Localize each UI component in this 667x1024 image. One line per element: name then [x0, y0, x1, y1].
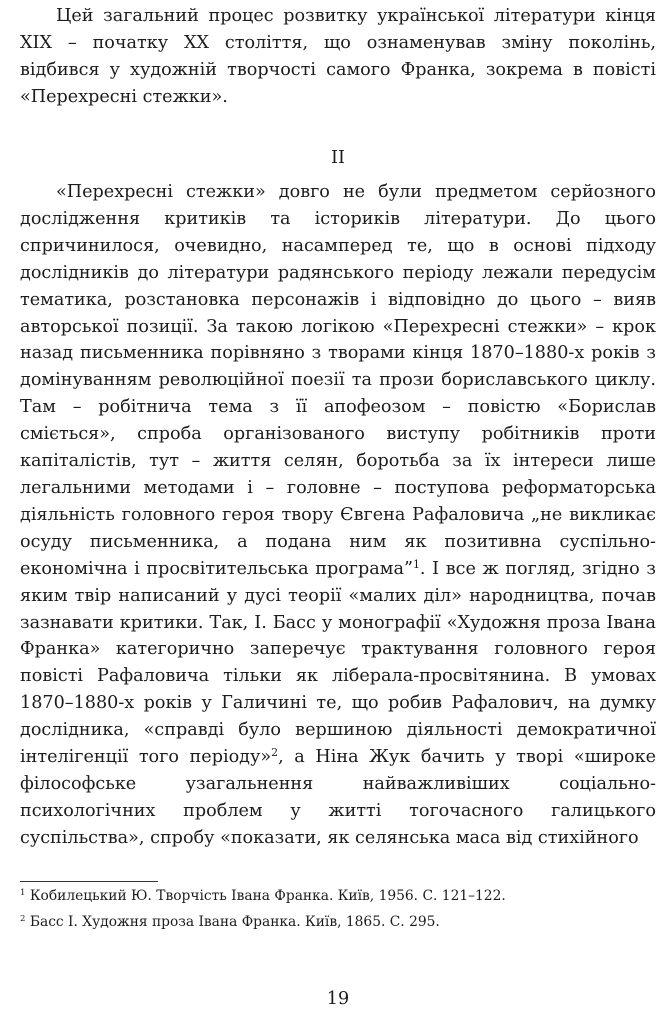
- footnote-ref-1: 1: [412, 557, 420, 571]
- paragraph-intro: Цей загальний процес розвитку української літератури кінця XIX – початку XX століття, що ознаменував зміну поколінь, відбився у художній творчості самого Франка, зокрема в повісті «Перехресні стежки».: [20, 6, 656, 107]
- footnote-ref-2: 2: [271, 746, 279, 760]
- footnote-divider: [20, 881, 158, 882]
- footnote-1-marker: 1: [20, 888, 26, 899]
- section-heading: II: [331, 148, 345, 168]
- paragraph-main-text-2: . І все ж погляд, згідно з яким твір написаний у дусі теорії «малих діл» народництва, почав зазнавати критики. Так, І. Басс у монографії «Художня проза Івана Франка» категорично заперечує трактування головного героя повісті Рафаловича тільки як ліберала-просвітянина. В умовах 1870–1880-х років у Галичині те, що робив Рафалович, на думку дослідника, «справді було вершиною діяльності демократичної інтелігенції того періоду»: [20, 558, 656, 768]
- paragraph-main-text-3: , а Ніна Жук бачить у творі «широке філософське узагальнення найважливіших соціально-психологічних проблем у житті тогочасного галицького суспільства», спробу «показати, як селянська маса від стихійного: [20, 747, 656, 848]
- footnote-2: [20, 913, 656, 931]
- footnote-2-text: Басс І. Художня проза Івана Франка. Київ, 1865. С. 295.: [25, 914, 440, 930]
- paragraph-main: [20, 179, 656, 852]
- footnote-2-marker: 2: [20, 914, 26, 925]
- footnote-1-text: Кобилецький Ю. Творчість Івана Франка. Київ, 1956. С. 121–122.: [25, 888, 506, 904]
- book-page: [20, 0, 656, 1024]
- footnote-1: [20, 887, 656, 905]
- paragraph-main-text-1: «Перехресні стежки» довго не були предметом серйозного дослідження критиків та істориків літератури. До цього спричинилося, очевидно, насамперед те, що в основі підходу дослідників до літератури радянського періоду лежали передусім тематика, розстановка персонажів і відповідно до цього – вияв авторської позиції. За такою логікою «Перехресні стежки» – крок назад письменника порівняно з творами кінця 1870–1880-х років з домінуванням революційної поезії та прози бориславського циклу. Там – робітнича тема з її апофеозом – повістю «Борислав сміється», спроба організованого виступу робітників проти капіталістів, тут – життя селян, боротьба за їх інтереси лише легальними методами і – головне – поступова реформаторська діяльність головного героя твору Євгена Рафаловича „не викликає осуду письменника, а подана ним як позитивна суспільно-економічна і просвітительська програма”: [20, 182, 656, 579]
- page-number: 19: [326, 989, 350, 1009]
